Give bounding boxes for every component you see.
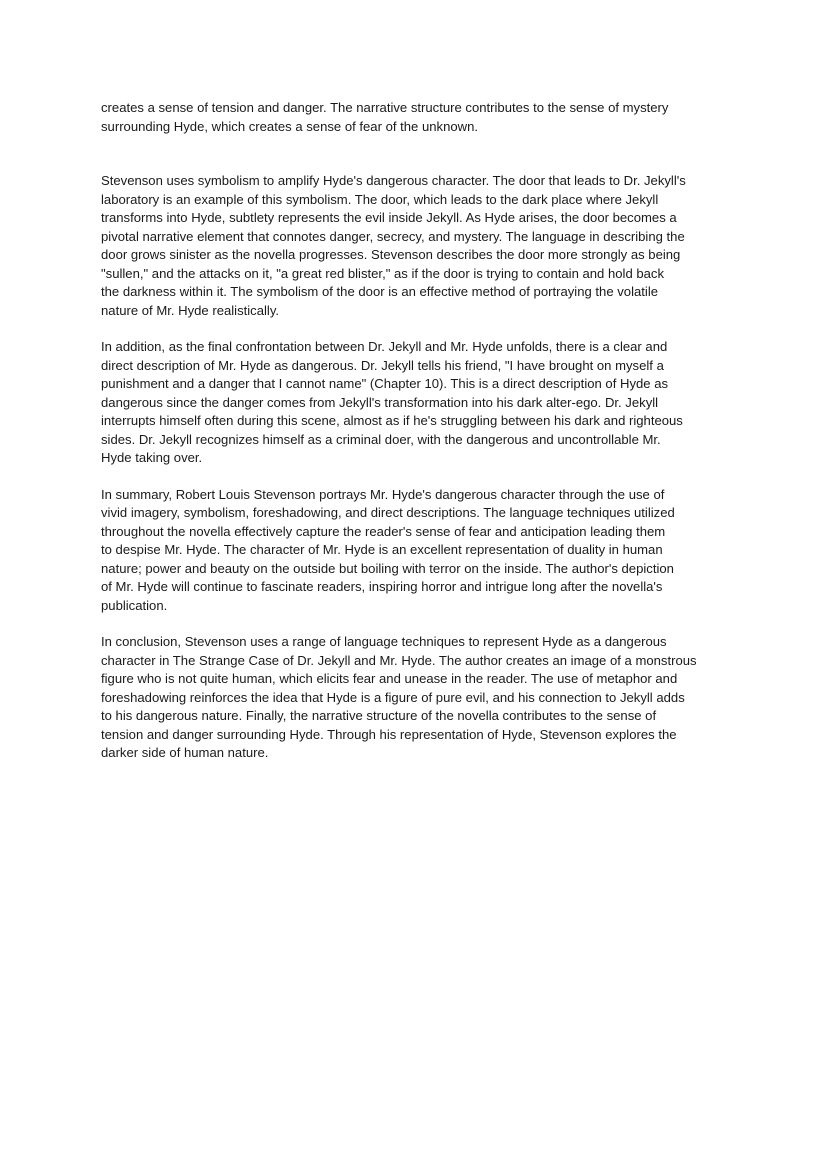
paragraph-tension-continuation: creates a sense of tension and danger. The narrative structure contributes to the sense of mystery surrounding Hyde, which creates a sense of fear of the unknown. bbox=[101, 100, 669, 134]
paragraph-spacer bbox=[101, 615, 729, 633]
paragraph-spacer bbox=[101, 136, 729, 172]
paragraph-spacer bbox=[101, 468, 729, 486]
paragraph-summary: In summary, Robert Louis Stevenson portrays Mr. Hyde's dangerous character through the use of vivid imagery, symbolism, foreshadowing, and direct descriptions. The language techniques utilized throughout the novella effectively capture the reader's sense of fear and anticipation leading them to despise Mr. Hyde. The character of Mr. Hyde is an excellent representation of duality in human nature; power and beauty on the outside but boiling with terror on the inside. The author's depiction of Mr. Hyde will continue to fascinate readers, inspiring horror and intrigue long after the novella's publication. bbox=[101, 486, 675, 613]
paragraph-conclusion: In conclusion, Stevenson uses a range of language techniques to represent Hyde as a dangerous character in The Strange Case of Dr. Jekyll and Mr. Hyde. The author creates an image of a monstrous figure who is not quite human, which elicits fear and unease in the reader. The use of metaphor and foreshadowing reinforces the idea that Hyde is a figure of pure evil, and his connection to Jekyll adds to his dangerous nature. Finally, the narrative structure of the novella contributes to the sense of tension and danger surrounding Hyde. Through his representation of Hyde, Stevenson explores the darker side of human nature. bbox=[101, 634, 697, 760]
paragraph-symbolism: Stevenson uses symbolism to amplify Hyde's dangerous character. The door that leads to Dr. Jekyll's laboratory is an example of this symbolism. The door, which leads to the dark place where Jekyll transforms into Hyde, subtlety represents the evil inside Jekyll. As Hyde arises, the door becomes a pivotal narrative element that connotes danger, secrecy, and mystery. The language in describing the door grows sinister as the novella progresses. Stevenson describes the door more strongly as being "sullen," and the attacks on it, "a great red blister," as if the door is trying to contain and hold back the darkness within it. The symbolism of the door is an effective method of portraying the volatile nature of Mr. Hyde realistically. bbox=[101, 173, 686, 318]
paragraph-confrontation: In addition, as the final confrontation between Dr. Jekyll and Mr. Hyde unfolds, there is a clear and direct description of Mr. Hyde as dangerous. Dr. Jekyll tells his friend, "I have brought on myself a punishment and a danger that I cannot name" (Chapter 10). This is a direct description of Hyde as dangerous since the danger comes from Jekyll's transformation into his dark alter-ego. Dr. Jekyll interrupts himself often during this scene, almost as if he's struggling between his dark and righteous sides. Dr. Jekyll recognizes himself as a criminal doer, with the dangerous and uncontrollable Mr. Hyde taking over. bbox=[101, 339, 683, 465]
paragraph-spacer bbox=[101, 320, 729, 338]
document-body bbox=[101, 99, 729, 763]
